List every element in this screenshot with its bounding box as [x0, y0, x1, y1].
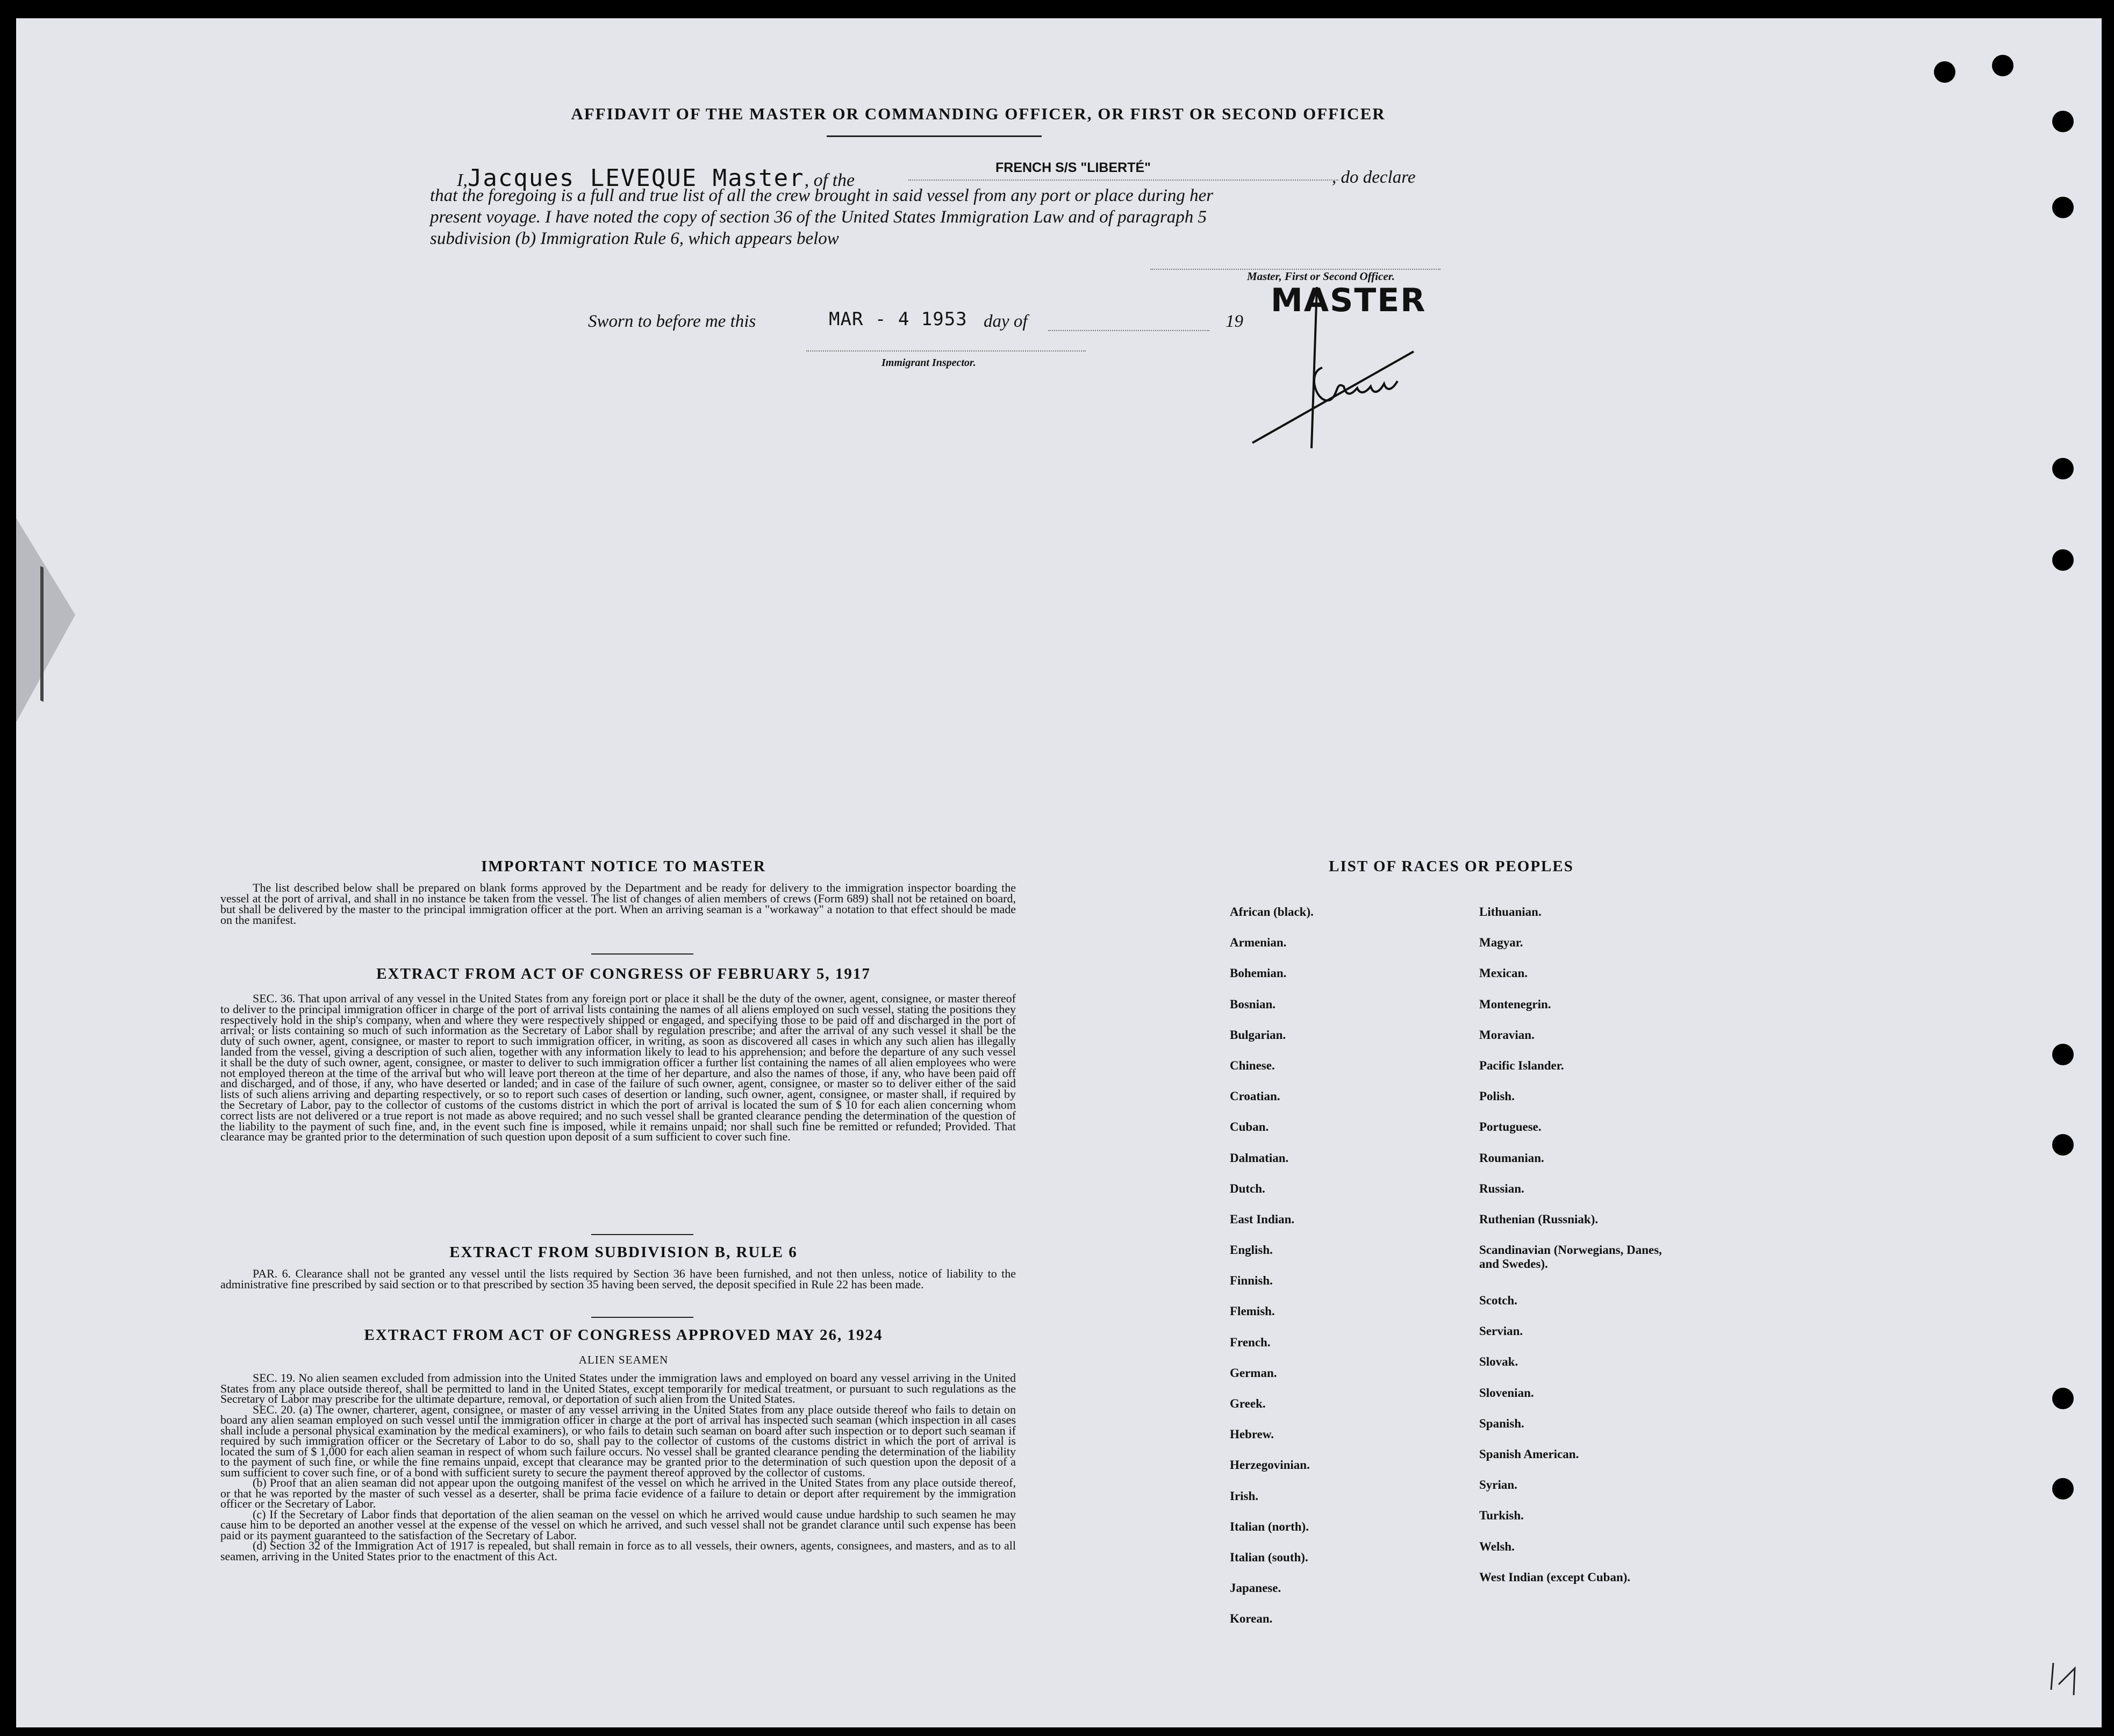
day-of-text: day of: [984, 312, 1028, 331]
torn-page-edge: [16, 555, 44, 702]
extract3-para: SEC. 19. No alien seamen excluded from admission into the United States under the immigration laws and employed on board any vessel arriving in the United States from any place outside thereof, shall be permitted to land in the United States, except temporarily for medical treatment, or pursuant to such regulations as the Secretary of Labor may prescribe for the ultimate departure, removal, or deportation of such alien from the United States.: [220, 1371, 1016, 1405]
race-item: Hebrew.: [1230, 1427, 1274, 1441]
race-item: Mexican.: [1479, 966, 1528, 980]
race-item: Spanish American.: [1479, 1447, 1579, 1461]
inspector-label: Immigrant Inspector.: [882, 357, 976, 369]
race-item: West Indian (except Cuban).: [1479, 1570, 1631, 1584]
master-name-typed: Jacques LEVEQUE Master: [467, 164, 805, 192]
race-item: Dalmatian.: [1230, 1151, 1289, 1165]
race-item: Bulgarian.: [1230, 1028, 1286, 1042]
punch-hole: [2052, 549, 2074, 571]
race-item: Roumanian.: [1479, 1151, 1544, 1165]
extract1-body: SEC. 36. That upon arrival of any vessel in the United States from any foreign port or place it shall be the duty of the owner, agent, consignee, or master thereof to deliver to the principal immigration officer in charge of the port of arrival lists containing the names of all aliens employed on such vessel, stating the positions they respectively hold in the ship's company, when and where they were respectively shipped or engaged, and specifying those to be paid off and discharged in the port of arrival; or lists containing so much of such information as the Secretary of Labor shall by regulation prescribe; and after the arrival of any such vessel it shall be the duty of such owner, agent, consignee, or master to report to such immigration officer, in writing, as soon as discovered all cases in which any such alien has illegally landed from the vessel, giving a description of such alien, together with any information likely to lead to his apprehension; and before the departure of any such vessel it shall be the duty of such owner, agent, consignee, or master to deliver to such immigration officer a further list containing the names of all alien employees who were not employed thereon at the time of the arrival but who will leave port thereon at the time of her departure, and also the names of those, if any, who have been paid off and discharged, and of those, if any, who have deserted or landed; and in case of the failure of such owner, agent, consignee, or master so to deliver either of the said lists of such aliens arriving and departing respectively, or so to report such cases of desertion or landing, such owner, agent, consignee, or master shall, if required by the Secretary of Labor, pay to the collector of customs of the customs district in which the port of arrival is located the sum of $ 10 for each alien concerning whom correct lists are not delivered or a true report is not made as above required; and no such vessel shall be granted clearance pending the determination of the question of the liability to the payment of such fine, and, in the event such fine is imposed, while it remains unpaid; nor shall such fine be remitted or refunded; Provided. That clearance may be granted prior to the determination of such question upon deposit of a sum sufficient to cover such fine.: [220, 992, 1016, 1144]
extract3-title: EXTRACT FROM ACT OF CONGRESS APPROVED MAY 26, 1924: [364, 1326, 883, 1344]
punch-hole: [2052, 111, 2074, 132]
race-item: Syrian.: [1479, 1478, 1517, 1492]
sworn-date-stamp: MAR - 4 1953: [829, 309, 968, 330]
extract3-para: (d) Section 32 of the Immigration Act of 1917 is repealed, but shall remain in force as to all vessels, their owners, agents, consignees, and masters, and as to all seamen, arriving in the United States prior to the enactment of this Act.: [220, 1539, 1016, 1563]
race-item: Bosnian.: [1230, 997, 1276, 1011]
declaration-line-3: present voyage. I have noted the copy of section 36 of the United States Immigration Law and of paragraph 5: [430, 207, 1207, 227]
punch-hole: [2052, 197, 2074, 218]
races-column-2: [1479, 905, 1678, 1603]
race-item: Scandinavian (Norwegians, Danes, and Swedes).: [1479, 1243, 1662, 1271]
vessel-line: [908, 180, 1338, 181]
race-item: Portuguese.: [1479, 1120, 1542, 1134]
race-item: Slovenian.: [1479, 1386, 1534, 1400]
day-line: [1048, 330, 1209, 331]
race-item: Finnish.: [1230, 1274, 1273, 1288]
sworn-text: Sworn to before me this: [588, 312, 756, 331]
race-item: Irish.: [1230, 1489, 1259, 1503]
race-item: African (black).: [1230, 905, 1314, 919]
title-underline: [827, 135, 1042, 137]
race-item: Turkish.: [1479, 1509, 1524, 1523]
document-page: [16, 18, 2102, 1727]
divider: [591, 1317, 693, 1318]
affidavit-title: AFFIDAVIT OF THE MASTER OR COMMANDING OFFICER, OR FIRST OR SECOND OFFICER: [571, 104, 1386, 123]
race-item: Spanish.: [1479, 1416, 1524, 1430]
race-item: Japanese.: [1230, 1581, 1281, 1595]
race-item: Slovak.: [1479, 1355, 1518, 1369]
race-item: Cuban.: [1230, 1120, 1269, 1134]
race-item: Pacific Islander.: [1479, 1058, 1564, 1072]
master-stamp: MASTER: [1271, 282, 1427, 319]
extract3-para: (b) Proof that an alien seaman did not appear upon the outgoing manifest of the vessel on which he arrived in the United States from any place outside thereof, or that he was reported by the master of such vessel as a deserter, shall be prima facie evidence of a failure to detain or deport after requirement by the immigration officer or the Secretary of Labor.: [220, 1476, 1016, 1510]
race-item: Greek.: [1230, 1397, 1266, 1410]
race-item: Ruthenian (Russniak).: [1479, 1212, 1599, 1226]
race-item: French.: [1230, 1335, 1271, 1349]
race-item: Croatian.: [1230, 1089, 1280, 1103]
race-item: Polish.: [1479, 1089, 1515, 1103]
race-item: Moravian.: [1479, 1028, 1535, 1042]
declaration-of-the: , of the: [804, 170, 855, 190]
divider: [591, 953, 693, 955]
race-item: East Indian.: [1230, 1212, 1295, 1226]
extract3-para: (c) If the Secretary of Labor finds that deportation of the alien seaman on the vessel on which he arrived would cause undue hardship to such seamen he may cause him to be deported an another vessel at the expense of the vessel on which he arrived, and such vessel shall not be grandet clarance until such expense has been paid or its payment guaranteed to the satisfaction of the Secretary of Labor.: [220, 1507, 1016, 1542]
extract2-title: EXTRACT FROM SUBDIVISION B, RULE 6: [449, 1244, 798, 1261]
race-item: Chinese.: [1230, 1058, 1275, 1072]
race-item: Armenian.: [1230, 936, 1287, 950]
races-column-1: [1230, 905, 1445, 1643]
race-item: Servian.: [1479, 1324, 1523, 1338]
handwritten-signature: [1236, 266, 1451, 480]
extract3-subtitle: ALIEN SEAMEN: [578, 1353, 669, 1366]
do-declare-text: , do declare: [1332, 168, 1416, 187]
declaration-line-4: subdivision (b) Immigration Rule 6, which appears below: [430, 229, 839, 248]
notice-body: The list described below shall be prepared on blank forms approved by the Department and be ready for delivery to the immigration inspector boarding the vessel at the port of arrival, and shall in no instance be taken from the vessel. The list of changes of alien members of crews (Form 689) shall not be retained on board, but shall be delivered by the master to the principal immigration officer at the port. When an arriving seaman is a "workaway" a notation to that effect should be made on the manifest.: [220, 881, 1016, 927]
race-item: Magyar.: [1479, 936, 1523, 950]
race-item: German.: [1230, 1366, 1277, 1380]
race-item: Italian (south).: [1230, 1550, 1308, 1564]
race-item: Korean.: [1230, 1612, 1273, 1626]
race-item: Italian (north).: [1230, 1519, 1309, 1533]
pencil-mark: [2043, 1652, 2086, 1701]
punch-hole: [1934, 61, 1955, 83]
extract2-body: PAR. 6. Clearance shall not be granted any vessel until the lists required by Section 36 have been furnished, and not then unless, notice of liability to the administrative fine prescribed by said section or to that prescribed by section 35 having been served, the deposit specified in Rule 22 has been made.: [220, 1267, 1016, 1291]
race-item: Dutch.: [1230, 1181, 1265, 1195]
race-item: Herzegovinian.: [1230, 1458, 1310, 1472]
inspector-signature-line: [806, 350, 1086, 351]
vessel-name: FRENCH S/S "LIBERTÉ": [995, 160, 1151, 175]
race-item: Bohemian.: [1230, 966, 1287, 980]
race-item: Montenegrin.: [1479, 997, 1551, 1011]
race-item: Scotch.: [1479, 1294, 1517, 1308]
declaration-i: I,: [457, 170, 468, 190]
divider: [591, 1234, 693, 1235]
punch-hole: [2052, 1134, 2074, 1156]
notice-title: IMPORTANT NOTICE TO MASTER: [481, 858, 766, 875]
race-item: Flemish.: [1230, 1304, 1275, 1318]
race-item: English.: [1230, 1243, 1273, 1257]
extract3-para: SEC. 20. (a) The owner, charterer, agent, consignee, or master of any vessel arriving in the United States from any place outside thereof who fails to detain on board any alien seaman employed on such vessel until the immigration officer in charge at the port of arrival has inspected such seaman (which inspection in all cases shall include a personal physical examination by the medical examiners), or who fails to detain such seaman on board after such inspection or to deport such seaman if required by such immigration officer or the Secretary of Labor to do so, shall pay to the collector of customs of the customs district in which the port of arrival is located the sum of $ 1,000 for each alien seaman in respect of whom such failure occurs. No vessel shall be granted clearance pending the determination of the liability to the payment of such fine, or while the fine remains unpaid, except that clearance may be granted prior to the determination of such question upon the deposit of a sum sufficient to cover such fine, or of a bond with sufficient surety to secure the payment thereof approved by the collector of customs.: [220, 1402, 1016, 1479]
declaration-line-2: that the foregoing is a full and true list of all the crew brought in said vessel from any port or place during her: [430, 186, 1214, 205]
punch-hole: [2052, 1478, 2074, 1500]
punch-hole: [2052, 458, 2074, 479]
race-item: Lithuanian.: [1479, 905, 1542, 919]
punch-hole: [2052, 1388, 2074, 1409]
punch-hole: [2052, 1044, 2074, 1065]
race-item: Welsh.: [1479, 1539, 1515, 1553]
race-item: Russian.: [1479, 1181, 1524, 1195]
officer-label: Master, First or Second Officer.: [1247, 270, 1395, 283]
year-prefix: 19: [1226, 312, 1243, 331]
extract1-title: EXTRACT FROM ACT OF CONGRESS OF FEBRUARY 5, 1917: [376, 965, 871, 982]
races-title: LIST OF RACES OR PEOPLES: [1329, 858, 1574, 875]
punch-hole: [1992, 55, 2013, 76]
